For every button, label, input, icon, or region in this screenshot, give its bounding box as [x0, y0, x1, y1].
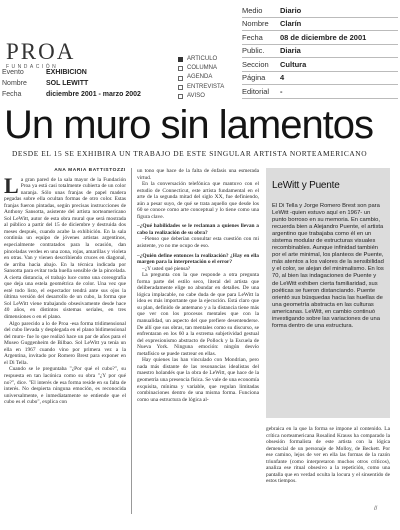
type-label: COLUMNA — [187, 65, 218, 72]
type-label: AGENDA — [187, 74, 213, 81]
interview-question: –¿Qué habilidades se le reclaman a quienes llevan a cabo la realización de su obra? — [137, 223, 259, 236]
proa-logo — [6, 40, 75, 70]
meta-row-seccion — [242, 58, 398, 72]
type-aviso — [178, 92, 240, 101]
paragraph: En la conversación telefónica que mantuvo con el estudio de Connecticut, este artista fundamental en el arte de la segunda mitad del siglo XX, fue definiendo, aún a pesar suyo, de qué se trata aquello que desde los 60 se conoce como arte conceptual y lo tiene como una figura clave. — [137, 181, 259, 220]
meta-value: 08 de diciembre de 2001 — [280, 32, 367, 42]
meta-value: Cultura — [280, 59, 307, 69]
meta-row-nombre — [242, 18, 398, 32]
sidebar-text — [272, 203, 384, 330]
meta-value: Diario — [280, 5, 302, 15]
paragraph: Algo parecido a lo de Proa -esa forma tridimensional del cubo llevada y desplegada en el plano bidimensional del muro- fue lo que realizó hace un par de años para el Museo Guggenheim de Bilbao. Sol LeWitt ya tenía un ella en 1967 cuando vino por primera vez a la Argentina, invitado por Romero Brest para exponer en el Di Tella. — [4, 320, 126, 366]
meta-key: Public. — [242, 46, 265, 56]
sidebar-paragraph: El Di Tella y Jorge Romero Brest son para LeWitt -quien estuvo aquí en 1967- un punto borroso en su memoria. En cambio, recuerda bien a Alejandro Puente, el artista argentino que trabajaba como él en un sistema modular de estructuras visuales recombinables. Aunque infinidad también por el arte minimal, los planteos de Puente, más atentos a los valores de la sensibilidad y el color, se alejan del minimalismo. En los 70, al bien las indagaciones de Puente y de LeWitt exhiben cierta familiaridad, sus poéticas se fueron distanciando. Puente orientó sus búsquedas hacia las huellas de una geometría abstracta en las culturas americanas. LeWitt, en cambio continuó investigando sobre las variaciones de una forma dentro de una estructura. — [272, 203, 384, 329]
checkbox-icon — [178, 85, 183, 90]
end-mark: // — [374, 506, 378, 512]
paragraph-text: a gran pared de la sala mayor de la Fundación Proa ya está casi totalmente cubierta de un color naranja. Sólo unas franjas de papel madera pegadas sobre ella ocultan formas de otro color. Estas franjas fueron pintadas, según precisas instrucciones de Anthony Sansotta, asistente del artista norteamericano Sol LeWitt, autor de esta obra mural que será mostrada al público a partir del 15 de diciembre y destruida dos meses después, cuando acabe la exhibición. En la sala continúa un equipo de jóvenes artistas argentinos, especialmente contratados para la ocasión, dan pinceladas verdes en una zona, rojas, amarillas y violeta en otras. Van y vienen describiendo cruces en diagonal, de arriba hacia abajo. En la técnica indicada por Sansotta para evitar toda huella sensible de la pincelada. A cierta distancia, el trabajo luce como una coreografía que deja una estela geométrica de color. Una vez que esté todo listo, el espectador tendrá ante sus ojos la última versión del desarrollo de un cubo, la forma que Sol LeWitt viene trabajando obsesivamente desde hace 40 años, en distintos sistemas seriales, en tres dimensiones o en el plano. — [4, 176, 126, 321]
meta-key: Fecha — [242, 32, 263, 42]
meta-row-fecha — [242, 31, 398, 45]
type-articulo — [178, 55, 240, 64]
logo-subtitle: FUNDACIÓN — [6, 64, 59, 70]
meta-row-public — [242, 45, 398, 59]
meta-value: 4 — [280, 73, 285, 83]
column-divider — [131, 168, 132, 514]
type-label: ENTREVISTA — [187, 83, 225, 90]
meta-key: Página — [242, 73, 266, 83]
archive-value: EXHIBICION — [46, 69, 87, 76]
meta-value: - — [280, 86, 283, 96]
paragraph: gebraica en la que la forma se impone al contenido. La crítica norteamericana Rosalind Krauss ha comparado la obsesión formalista de este artista con la lógica demencial de un personaje de Molloy, de Beckett. Por ese camino, lejos de ver en ella las formas de la razón triunfante (como interpretaron muchos otros críticos), analiza ese ritual obsesivo a la repetición, como una pantalla que en verdad oculta la locura y el sinsentido de estos tiempos. — [266, 426, 390, 485]
article-type-list — [178, 55, 240, 101]
article-column-1 — [4, 168, 126, 406]
interview-answer: –Pienso que deberían consultar esta cuestión con mi asistente, yo no me ocupo de eso. — [137, 236, 259, 250]
type-columna — [178, 64, 240, 73]
meta-row-medio — [242, 4, 398, 18]
sidebar-title: LeWitt y Puente — [272, 180, 340, 191]
type-label: AVISO — [187, 92, 205, 99]
archive-key: Evento — [2, 69, 24, 76]
interview-answer: –¿Y usted qué piensa? — [142, 265, 191, 272]
archive-row-fecha — [2, 89, 170, 100]
archive-value: diciembre 2001 - marzo 2002 — [46, 91, 141, 98]
type-agenda — [178, 73, 240, 82]
meta-key: Medio — [242, 5, 263, 15]
paragraph: Cuando se le preguntaba "¿Por qué el cubo?", su respuesta en tan lacónica como su obra "¿Y por qué no?", dice. "El interés de esa forma reside en su falta de interés. No despierta ninguna emoción, es reconocida universalmente, e inmediatamente se entiende que el cubo es el cubo", explica con — [4, 366, 126, 406]
article-column-3 — [266, 426, 390, 485]
meta-value: Clarín — [280, 19, 302, 29]
checkbox-icon — [178, 76, 183, 81]
archive-row-nombre — [2, 78, 170, 89]
archive-key: Nombre — [2, 80, 27, 87]
meta-key: Nombre — [242, 19, 269, 29]
paragraph: un tono que hace de la falta de énfasis una esmerada virtud. — [137, 168, 259, 181]
meta-value: Diaria — [280, 46, 301, 56]
paragraph: La pregunta con la que responde a otra pregunta forma parte del estilo seco, literal del artista que deliberadamente elige no abundar en detalles. De una lógica implacable, no cabe duda de que para LeWitt la idea es más importante que la ejecución. Está claro que su plan, definido de antemano y a la distancia tiene más que ver con los procesos mentales que con la manualidad, un aspecto del que prefiere desentenderse. De allí que sus obras, tan mentales como su discurso, se enfrentaran en los 60 a la extrema subjetividad gestual del expresionismo abstracto de Pollock y la Escuela de Nueva York. Ninguna emoción: ningún desvío metafísico se puede rastrear en ellas. — [137, 272, 259, 357]
article-subhead: DESDE EL 15 SE EXHIBIRA UN TRABAJO DE ESTE SINGULAR ARTISTA NORTEAMERICANO — [12, 149, 368, 158]
paragraph: Hay quienes las han vinculado con Mondrian, pero nada más distante de las resonancias idealistas del maestro holandés que la obra de LeWitt, que hace de la geometría una presencia física. Se vale de una economía exquisita, mínima y variable, que regulan limitadas combinaciones dentro de una misma forma. Funciona como una estructura de lógica al- — [137, 357, 259, 403]
article-byline: ANA MARIA BATTISTOZZI — [54, 168, 126, 173]
meta-row-pagina — [242, 72, 398, 86]
article-headline: Un muro sin lamentos — [4, 103, 374, 147]
meta-key: Editorial — [242, 86, 270, 96]
archive-key: Fecha — [2, 91, 22, 98]
archive-value: SOL LEWITT — [46, 80, 89, 87]
checked-box-icon — [178, 57, 183, 62]
archive-row-evento — [2, 67, 170, 78]
checkbox-icon — [178, 94, 183, 99]
article-column-2 — [137, 168, 259, 403]
archive-info — [2, 67, 170, 100]
checkbox-icon — [178, 66, 183, 71]
meta-row-editorial — [242, 85, 398, 99]
type-entrevista — [178, 83, 240, 92]
sidebar-box — [266, 168, 390, 418]
interview-question: –¿Quién define entonces la realización? ¿Hay en ella margen para la interpretación o el error? — [137, 252, 259, 266]
drop-cap: L — [4, 172, 19, 198]
type-label: ARTICULO — [187, 56, 218, 62]
meta-key: Seccion — [242, 59, 269, 69]
logo-wordmark: PROA — [6, 39, 76, 64]
publication-meta — [242, 4, 398, 99]
paragraph — [4, 172, 126, 321]
